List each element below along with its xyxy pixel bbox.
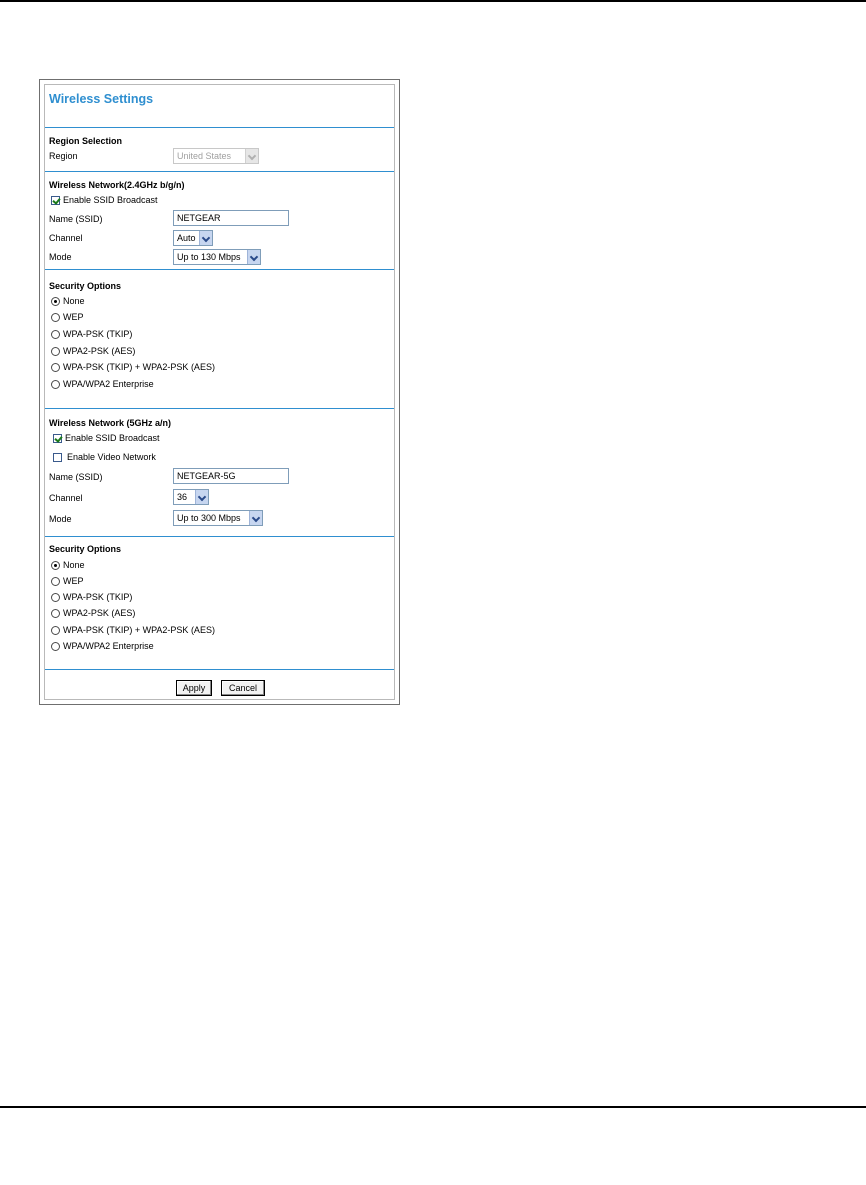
- page-bottom-rule: [0, 1106, 866, 1108]
- security-5-radio-wep[interactable]: [51, 577, 60, 586]
- region-label: Region: [49, 151, 78, 161]
- security-24-radio-wpa2-psk[interactable]: [51, 347, 60, 356]
- page-title: Wireless Settings: [49, 92, 154, 106]
- security-5-option-label: WPA-PSK (TKIP): [63, 592, 133, 602]
- region-select-value: United States: [177, 151, 232, 161]
- security-24-option-label: WPA/WPA2 Enterprise: [63, 379, 154, 389]
- security-5-option-label: WEP: [63, 576, 84, 586]
- mode-24-label: Mode: [49, 252, 72, 262]
- security-5-option-label: None: [63, 560, 85, 570]
- security-24-option-label: WEP: [63, 312, 84, 322]
- security-5-radio-wpa2-psk[interactable]: [51, 609, 60, 618]
- channel-24-select[interactable]: [173, 230, 213, 246]
- panel-inner-frame: [44, 84, 395, 700]
- mode-5-label: Mode: [49, 514, 72, 524]
- chevron-down-icon: [195, 490, 208, 504]
- divider: [45, 269, 394, 270]
- security-24-option-label: WPA-PSK (TKIP) + WPA2-PSK (AES): [63, 362, 215, 372]
- security-5-option-label: WPA-PSK (TKIP) + WPA2-PSK (AES): [63, 625, 215, 635]
- channel-24-label: Channel: [49, 233, 83, 243]
- divider: [45, 669, 394, 670]
- security-5-radio-none[interactable]: [51, 561, 60, 570]
- channel-5-select[interactable]: [173, 489, 209, 505]
- video-network-label: Enable Video Network: [67, 452, 156, 462]
- chevron-down-icon: [249, 511, 262, 525]
- chevron-down-icon: [199, 231, 212, 245]
- channel-5-label: Channel: [49, 493, 83, 503]
- mode-24-select[interactable]: [173, 249, 261, 265]
- page-top-rule: [0, 0, 866, 2]
- security-24-radio-wpa-psk[interactable]: [51, 330, 60, 339]
- wireless-settings-panel: [39, 79, 400, 705]
- wireless-5-header: Wireless Network (5GHz a/n): [49, 418, 171, 428]
- divider: [45, 171, 394, 172]
- apply-button[interactable]: Apply: [176, 680, 212, 696]
- mode-5-select[interactable]: [173, 510, 263, 526]
- wireless-24-header: Wireless Network(2.4GHz b/g/n): [49, 180, 185, 190]
- security-5-header: Security Options: [49, 544, 122, 554]
- channel-5-value: 36: [177, 492, 188, 502]
- security-24-header: Security Options: [49, 281, 122, 291]
- ssid-broadcast-5-checkbox[interactable]: [53, 434, 62, 443]
- ssid-name-24-input[interactable]: NETGEAR: [173, 210, 289, 226]
- security-24-radio-none[interactable]: [51, 297, 60, 306]
- ssid-name-5-label: Name (SSID): [49, 472, 103, 482]
- ssid-broadcast-5-label: Enable SSID Broadcast: [65, 433, 160, 443]
- divider: [45, 408, 394, 409]
- divider: [45, 536, 394, 537]
- chevron-down-icon: [245, 149, 258, 163]
- region-select[interactable]: [173, 148, 259, 164]
- security-24-radio-enterprise[interactable]: [51, 380, 60, 389]
- security-24-option-label: WPA-PSK (TKIP): [63, 329, 133, 339]
- ssid-broadcast-24-label: Enable SSID Broadcast: [63, 195, 158, 205]
- security-5-radio-wpa-psk[interactable]: [51, 593, 60, 602]
- security-5-option-label: WPA2-PSK (AES): [63, 608, 136, 618]
- security-24-radio-wep[interactable]: [51, 313, 60, 322]
- security-5-radio-enterprise[interactable]: [51, 642, 60, 651]
- video-network-checkbox[interactable]: [53, 453, 62, 462]
- mode-24-value: Up to 130 Mbps: [177, 252, 241, 262]
- chevron-down-icon: [247, 250, 260, 264]
- security-24-option-label: None: [63, 296, 85, 306]
- security-5-option-label: WPA/WPA2 Enterprise: [63, 641, 154, 651]
- region-section-header: Region Selection: [49, 136, 123, 146]
- channel-24-value: Auto: [177, 233, 196, 243]
- ssid-name-5-input[interactable]: NETGEAR-5G: [173, 468, 289, 484]
- security-5-radio-mixed[interactable]: [51, 626, 60, 635]
- divider: [45, 127, 394, 128]
- cancel-button[interactable]: Cancel: [221, 680, 265, 696]
- ssid-broadcast-24-checkbox[interactable]: [51, 196, 60, 205]
- security-24-radio-mixed[interactable]: [51, 363, 60, 372]
- ssid-name-24-label: Name (SSID): [49, 214, 103, 224]
- security-24-option-label: WPA2-PSK (AES): [63, 346, 136, 356]
- mode-5-value: Up to 300 Mbps: [177, 513, 241, 523]
